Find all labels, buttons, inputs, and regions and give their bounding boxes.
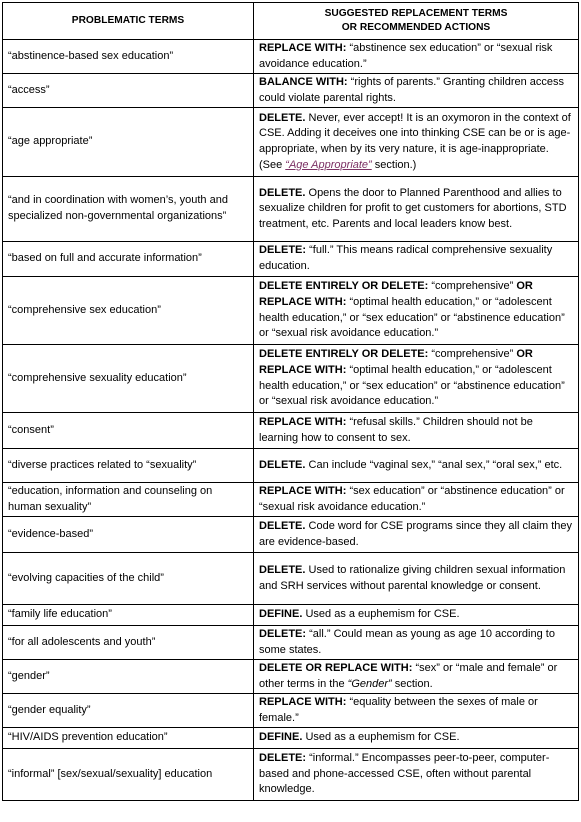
action-keyword: REPLACE WITH: (259, 695, 347, 708)
terms-table (2, 2, 579, 801)
recommended-action (254, 553, 579, 605)
problematic-term: “consent” (3, 413, 254, 449)
action-text: “informal.” Encompasses peer-to-peer, computer-based and phone-accessed CSE, often without parental knowledge. (259, 752, 550, 796)
action-text: “sex education” or “abstinence education” or “sexual risk avoidance education.” (259, 484, 565, 513)
action-text-tail: section. (391, 677, 433, 690)
problematic-term: “family life education” (3, 605, 254, 626)
problematic-term: “evolving capacities of the child” (3, 553, 254, 605)
recommended-action (254, 483, 579, 517)
problematic-term: “gender” (3, 660, 254, 694)
problematic-term: “education, information and counseling on human sexuality” (3, 483, 254, 517)
action-keyword-2: OR REPLACE WITH: (259, 348, 533, 376)
recommended-action (254, 660, 579, 694)
table-row (3, 483, 579, 517)
age-appropriate-section-link[interactable]: “Age Appropriate” (285, 158, 372, 171)
action-text: “equality between the sexes of male or female.” (259, 695, 538, 724)
action-text: “refusal skills.” Children should not be learning how to consent to sex. (259, 415, 533, 444)
action-text: “sex” or “male and female” or other terms in the (259, 661, 558, 690)
header-problematic-terms: PROBLEMATIC TERMS (3, 3, 254, 40)
action-text-tail: section.) (371, 158, 417, 171)
recommended-action (254, 605, 579, 626)
action-keyword: REPLACE WITH: (259, 484, 347, 497)
header-suggested-actions (254, 3, 579, 40)
action-text-2: “optimal health education,” or “adolescent health education,” or “sex education” or “abstinence education” or “sexual risk avoidance education.” (259, 295, 565, 340)
action-text: “all.” Could mean as young as age 10 according to some states. (259, 627, 555, 656)
recommended-action (254, 242, 579, 277)
header-line-1: SUGGESTED REPLACEMENT TERMS (324, 8, 508, 19)
action-keyword: DEFINE. (259, 731, 303, 744)
recommended-action (254, 40, 579, 74)
problematic-term: “comprehensive sexuality education” (3, 345, 254, 413)
recommended-action (254, 694, 579, 728)
table-row (3, 277, 579, 345)
action-text: “abstinence sex education” or “sexual risk avoidance education.” (259, 41, 553, 70)
header-row (3, 3, 579, 40)
table-row (3, 449, 579, 483)
table-row (3, 749, 579, 801)
table-row (3, 413, 579, 449)
table-row (3, 626, 579, 660)
problematic-term: “and in coordination with women’s, youth and specialized non-governmental organizations” (3, 177, 254, 242)
action-keyword: DELETE ENTIRELY OR DELETE: (259, 348, 429, 361)
table-row (3, 517, 579, 553)
action-text: “rights of parents.” Granting children access could violate parental rights. (259, 75, 565, 104)
table-row (3, 660, 579, 694)
action-text: Used to rationalize giving children sexual information and SRH services without parental knowledge or consent. (259, 563, 566, 592)
header-line-2: OR RECOMMENDED ACTIONS (341, 22, 491, 33)
problematic-term: “for all adolescents and youth” (3, 626, 254, 660)
action-keyword: DELETE. (259, 186, 306, 199)
action-text: “full.” This means radical comprehensive sexuality education. (259, 244, 553, 272)
problematic-term: “evidence-based” (3, 517, 254, 553)
recommended-action (254, 108, 579, 177)
recommended-action (254, 345, 579, 413)
action-keyword: DELETE ENTIRELY OR DELETE: (259, 280, 429, 293)
recommended-action (254, 517, 579, 553)
problematic-term: “informal” [sex/sexual/sexuality] education (3, 749, 254, 801)
action-keyword: DELETE: (259, 752, 307, 765)
problematic-term: “comprehensive sex education” (3, 277, 254, 345)
table-row (3, 108, 579, 177)
table-row (3, 177, 579, 242)
action-text: “comprehensive” (428, 348, 517, 361)
problematic-term: “abstinence-based sex education” (3, 40, 254, 74)
action-keyword: DELETE. (259, 519, 306, 532)
problematic-term: “access” (3, 74, 254, 108)
action-keyword: DELETE: (259, 244, 307, 257)
problematic-term: “HIV/AIDS prevention education” (3, 728, 254, 749)
action-text: “comprehensive” (428, 280, 517, 293)
action-keyword: REPLACE WITH: (259, 415, 347, 428)
action-text: Code word for CSE programs since they all claim they are evidence-based. (259, 519, 573, 548)
action-keyword-2: OR REPLACE WITH: (259, 280, 533, 308)
table-row (3, 40, 579, 74)
problematic-term: “based on full and accurate information” (3, 242, 254, 277)
recommended-action (254, 626, 579, 660)
problematic-term: “age appropriate” (3, 108, 254, 177)
recommended-action (254, 413, 579, 449)
recommended-action (254, 177, 579, 242)
action-keyword: DELETE. (259, 563, 306, 576)
table-row (3, 553, 579, 605)
table-row (3, 605, 579, 626)
table-row (3, 242, 579, 277)
problematic-term: “diverse practices related to “sexuality” (3, 449, 254, 483)
recommended-action (254, 74, 579, 108)
recommended-action (254, 449, 579, 483)
table-row (3, 345, 579, 413)
table-row (3, 728, 579, 749)
action-text: Never, ever accept! It is an oxymoron in the context of CSE. Adding it deceives one into thinking CSE can be or is age-appropriate, when by its very nature, it is age-inappropriate. (See (259, 111, 571, 171)
action-text: Can include “vaginal sex,” “anal sex,” “oral sex,” etc. (305, 458, 563, 471)
action-keyword: DEFINE. (259, 608, 303, 621)
table-row (3, 74, 579, 108)
action-keyword: DELETE: (259, 627, 307, 640)
action-keyword: DELETE. (259, 458, 306, 471)
action-keyword: DELETE OR REPLACE WITH: (259, 661, 413, 674)
action-keyword: REPLACE WITH: (259, 41, 347, 54)
action-keyword: BALANCE WITH: (259, 75, 348, 88)
recommended-action (254, 277, 579, 345)
action-text: Used as a euphemism for CSE. (302, 608, 460, 621)
problematic-term: “gender equality” (3, 694, 254, 728)
action-text: Opens the door to Planned Parenthood and allies to sexualize children for profit to get customers for abortions, STD treatment, etc. Parents and local leaders know best. (259, 186, 567, 230)
table-row (3, 694, 579, 728)
action-keyword: DELETE. (259, 111, 306, 124)
recommended-action (254, 749, 579, 801)
recommended-action (254, 728, 579, 749)
action-text: Used as a euphemism for CSE. (302, 731, 460, 744)
action-text-2: “optimal health education,” or “adolescent health education,” or “sex education” or “abstinence education” or “sexual risk avoidance education.” (259, 363, 565, 408)
gender-section-ref: “Gender” (347, 677, 392, 690)
